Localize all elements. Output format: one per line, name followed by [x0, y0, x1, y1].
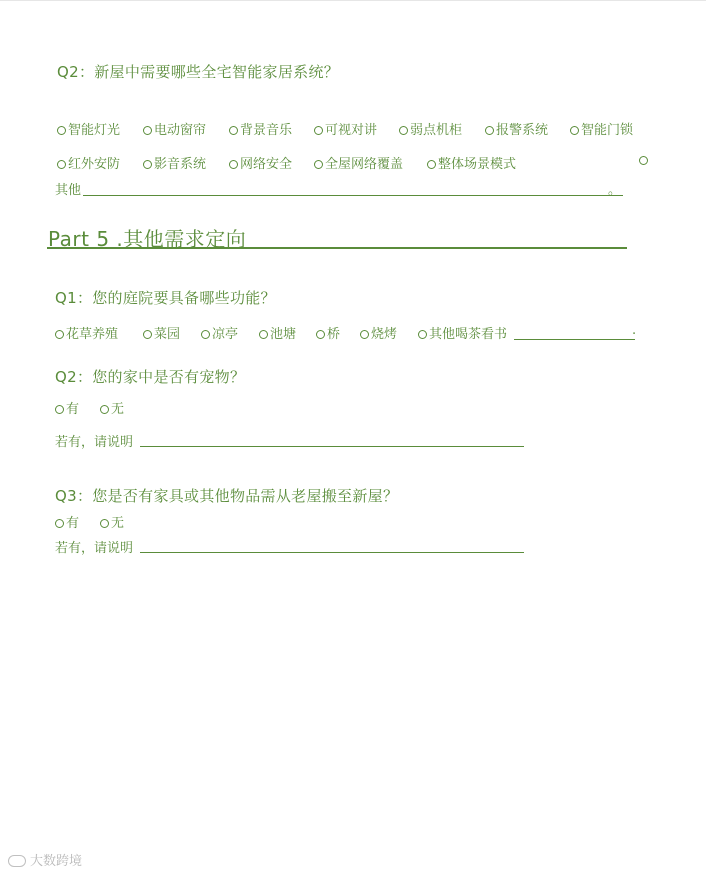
- move-explain-label: 若有，请说明: [55, 541, 134, 556]
- move-explain-input-line[interactable]: [140, 552, 524, 553]
- radio-icon[interactable]: [418, 330, 427, 339]
- radio-icon[interactable]: [143, 330, 152, 339]
- option-label: 影音系统: [154, 157, 207, 172]
- radio-icon[interactable]: [55, 519, 64, 528]
- option-label: 桥: [327, 327, 341, 342]
- option-label: 池塘: [270, 327, 297, 342]
- radio-icon[interactable]: [360, 330, 369, 339]
- radio-icon[interactable]: [201, 330, 210, 339]
- radio-icon[interactable]: [229, 126, 238, 135]
- option-label: 整体场景模式: [438, 157, 517, 172]
- pet-explain-label: 若有，请说明: [55, 435, 134, 450]
- option-label: 有: [66, 402, 80, 417]
- option-label: 菜园: [154, 327, 181, 342]
- radio-icon[interactable]: [143, 160, 152, 169]
- option-flowers[interactable]: [55, 323, 118, 342]
- yard-other-input-line[interactable]: [514, 339, 635, 340]
- option-label: 红外安防: [68, 157, 121, 172]
- option-bbq[interactable]: [360, 323, 397, 342]
- option-video-intercom[interactable]: [314, 119, 377, 138]
- radio-icon[interactable]: [143, 126, 152, 135]
- option-pavilion[interactable]: [201, 323, 238, 342]
- other-label: 其他: [55, 183, 82, 198]
- radio-icon[interactable]: [55, 405, 64, 414]
- question-move: Q3：您是否有家具或其他物品需从老屋搬至新屋？: [55, 487, 399, 505]
- option-pet-yes[interactable]: [55, 398, 79, 417]
- question-smart-home: Q2：新屋中需要哪些全宅智能家居系统？: [57, 63, 340, 81]
- pet-explain-input-line[interactable]: [140, 446, 524, 447]
- question-yard: Q1：您的庭院要具备哪些功能？: [55, 289, 276, 307]
- option-electric-curtain[interactable]: [143, 119, 206, 138]
- radio-icon[interactable]: [316, 330, 325, 339]
- radio-icon[interactable]: [639, 156, 648, 165]
- option-other-tea-reading[interactable]: [418, 323, 507, 342]
- radio-icon[interactable]: [314, 160, 323, 169]
- option-label: 网络安全: [240, 157, 293, 172]
- option-smart-lighting[interactable]: [57, 119, 120, 138]
- watermark-text: 大数跨境: [30, 854, 83, 869]
- radio-icon[interactable]: [100, 519, 109, 528]
- radio-icon[interactable]: [100, 405, 109, 414]
- option-network-cabinet[interactable]: [399, 119, 462, 138]
- option-scene-mode[interactable]: [427, 153, 516, 172]
- section-underline: [47, 247, 627, 249]
- option-pet-no[interactable]: [100, 398, 124, 417]
- radio-icon[interactable]: [57, 126, 66, 135]
- option-network-security[interactable]: [229, 153, 292, 172]
- option-label: 电动窗帘: [154, 123, 207, 138]
- option-label: 可视对讲: [325, 123, 378, 138]
- radio-icon[interactable]: [427, 160, 436, 169]
- radio-icon[interactable]: [314, 126, 323, 135]
- option-label: 烧烤: [371, 327, 398, 342]
- top-divider: [0, 0, 706, 1]
- option-label: 凉亭: [212, 327, 239, 342]
- option-label: 智能门锁: [581, 123, 634, 138]
- option-other-radio[interactable]: [639, 153, 650, 168]
- watermark: [8, 850, 82, 869]
- option-pond[interactable]: [259, 323, 296, 342]
- option-vegetable-garden[interactable]: [143, 323, 180, 342]
- option-label: 报警系统: [496, 123, 549, 138]
- option-label: 其他喝茶看书: [429, 327, 508, 342]
- other-input-line[interactable]: [83, 195, 623, 196]
- option-background-music[interactable]: [229, 119, 292, 138]
- option-move-yes[interactable]: [55, 512, 79, 531]
- option-label: 无: [111, 402, 125, 417]
- option-infrared-security[interactable]: [57, 153, 120, 172]
- option-alarm-system[interactable]: [485, 119, 548, 138]
- option-smart-lock[interactable]: [570, 119, 633, 138]
- other-end-mark: 。: [608, 183, 622, 198]
- radio-icon[interactable]: [57, 160, 66, 169]
- option-av-system[interactable]: [143, 153, 206, 172]
- option-label: 无: [111, 516, 125, 531]
- option-label: 有: [66, 516, 80, 531]
- option-label: 全屋网络覆盖: [325, 157, 404, 172]
- weibo-icon: [8, 855, 26, 867]
- option-label: 花草养殖: [66, 327, 119, 342]
- option-bridge[interactable]: [316, 323, 340, 342]
- section-title-part5: Part 5 .其他需求定向: [48, 227, 247, 251]
- radio-icon[interactable]: [399, 126, 408, 135]
- radio-icon[interactable]: [570, 126, 579, 135]
- option-label: 背景音乐: [240, 123, 293, 138]
- option-move-no[interactable]: [100, 512, 124, 531]
- radio-icon[interactable]: [485, 126, 494, 135]
- yard-end-mark: .: [632, 323, 637, 338]
- option-whole-house-network[interactable]: [314, 153, 403, 172]
- radio-icon[interactable]: [55, 330, 64, 339]
- radio-icon[interactable]: [259, 330, 268, 339]
- option-label: 弱点机柜: [410, 123, 463, 138]
- radio-icon[interactable]: [229, 160, 238, 169]
- question-pet: Q2：您的家中是否有宠物？: [55, 368, 246, 386]
- option-label: 智能灯光: [68, 123, 121, 138]
